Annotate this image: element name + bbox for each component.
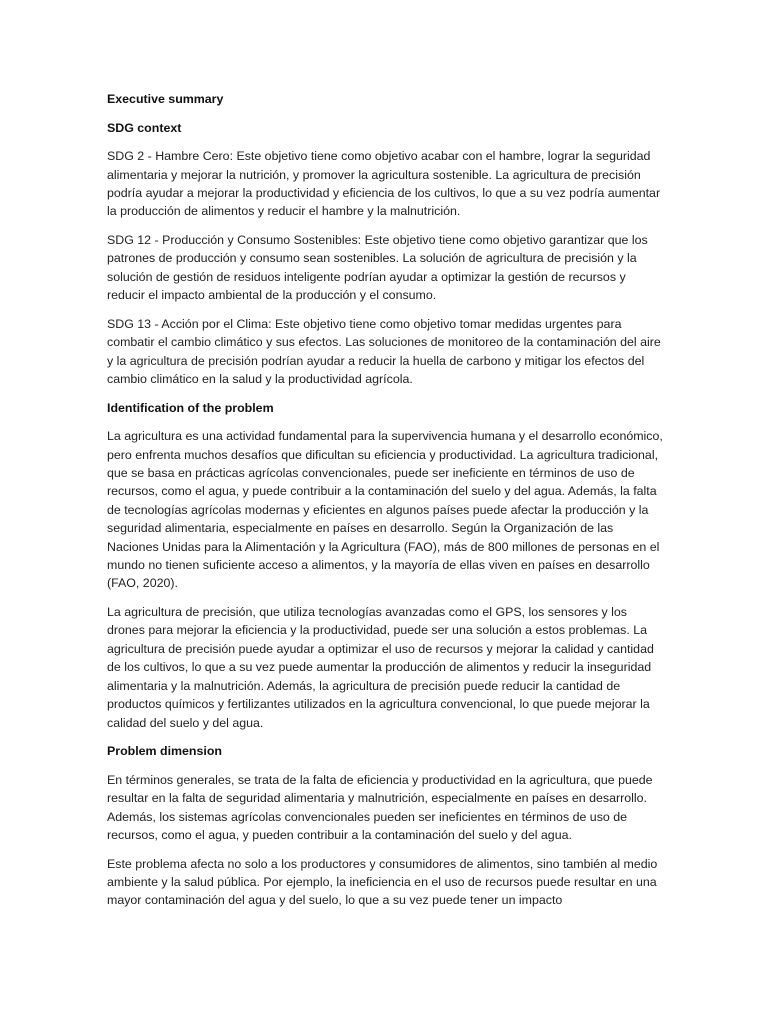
paragraph-sdg-12: SDG 12 - Producción y Consumo Sostenibles: Este objetivo tiene como objetivo garantizar que los patrones de producción y consumo sean sostenibles. La solución de agricultura de precisión y la solución de gestión de residuos inteligente podrían ayudar a optimizar la gestión de recursos y reducir el impacto ambiental de la producción y el consumo.	[107, 233, 648, 303]
paragraph-dimension-2: Este problema afecta no solo a los productores y consumidores de alimentos, sino también al medio ambiente y la salud pública. Por ejemplo, la ineficiencia en el uso de recursos puede resultar en una mayor contaminación del agua y del suelo, lo que a su vez puede tener un impacto	[107, 856, 658, 908]
heading-sdg-context: SDG context	[107, 120, 182, 135]
paragraph-sdg-2: SDG 2 - Hambre Cero: Este objetivo tiene como objetivo acabar con el hambre, lograr la seguridad alimentaria y mejorar la nutrición, y promover la agricultura sostenible. La agricultura de precisión podría ayudar a mejorar la productividad y eficiencia de los cultivos, lo que a su vez podría aumentar la producción de alimentos y reducir el hambre y la malnutrición.	[107, 149, 661, 219]
document-body	[107, 90, 663, 920]
paragraph-sdg-13: SDG 13 - Acción por el Clima: Este objetivo tiene como objetivo tomar medidas urgentes para combatir el cambio climático y sus efectos. Las soluciones de monitoreo de la contaminación del aire y la agricultura de precisión podrían ayudar a reducir la huella de carbono y mitigar los efectos del cambio climático en la salud y la productividad agrícola.	[107, 316, 661, 387]
heading-problem-dimension: Problem dimension	[107, 744, 222, 759]
paragraph-problem-2: La agricultura de precisión, que utiliza tecnologías avanzadas como el GPS, los sensores y los drones para mejorar la eficiencia y la productividad, puede ser una solución a estos problemas. La agricultura de precisión puede ayudar a optimizar el uso de recursos y mejorar la calidad y cantidad de los cultivos, lo que a su vez puede aumentar la producción de alimentos y reducir la inseguridad alimentaria y la malnutrición. Además, la agricultura de precisión puede reducir la cantidad de productos químicos y fertilizantes utilizados en la agricultura convencional, lo que puede mejorar la calidad del suelo y del agua.	[107, 605, 654, 730]
heading-executive-summary: Executive summary	[107, 92, 224, 106]
paragraph-problem-1: La agricultura es una actividad fundamental para la supervivencia humana y el desarrollo económico, pero enfrenta muchos desafíos que dificultan su eficiencia y productividad. La agricultura tradicional, que se basa en prácticas agrícolas convencionales, puede ser ineficiente en términos de uso de recursos, como el agua, y puede contribuir a la contaminación del suelo y del agua. Además, la falta de tecnologías agrícolas modernas y eficientes en algunos países puede afectar la producción y la seguridad alimentaria, especialmente en países en desarrollo. Según la Organización de las Naciones Unidas para la Alimentación y la Agricultura (FAO), más de 800 millones de personas en el mundo no tienen suficiente acceso a alimentos, y la mayoría de ellas viven en países en desarrollo (FAO, 2020).	[107, 429, 663, 591]
paragraph-dimension-1: En términos generales, se trata de la falta de eficiencia y productividad en la agricultura, que puede resultar en la falta de seguridad alimentaria y malnutrición, especialmente en países en desarrollo. Además, los sistemas agrícolas convencionales pueden ser ineficientes en términos de uso de recursos, como el agua, y pueden contribuir a la contaminación del suelo y del agua.	[107, 772, 653, 842]
heading-identification-of-the-problem: Identification of the problem	[107, 400, 274, 415]
